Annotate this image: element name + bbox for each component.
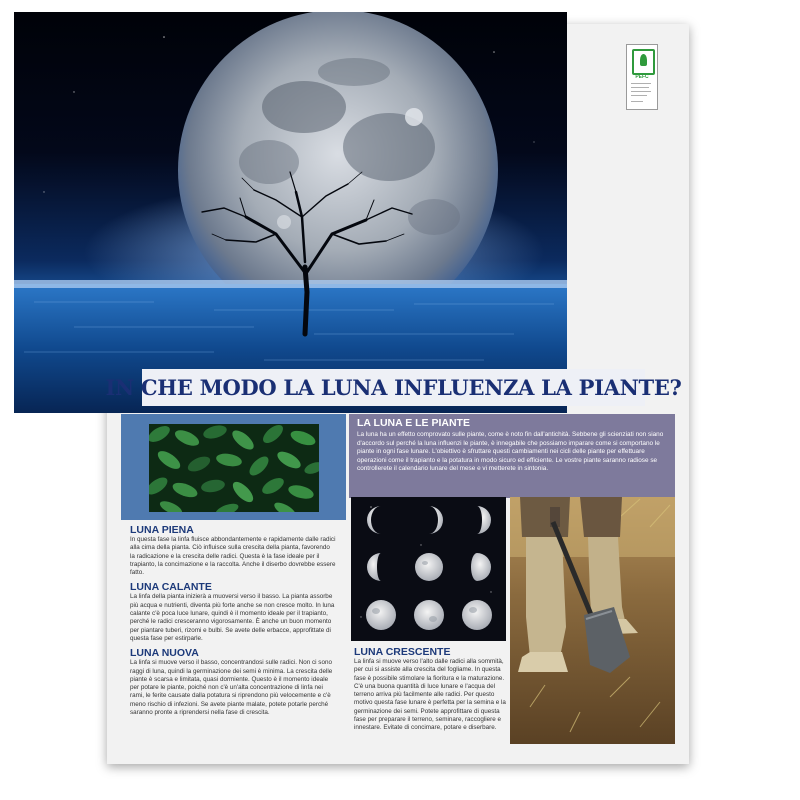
poster-title: IN CHE MODO LA LUNA INFLUENZA LA PIANTE? [105, 375, 682, 400]
pefc-tree-icon [632, 49, 655, 75]
luna-nuova-section [130, 647, 336, 717]
hero-image-moon-tree [14, 12, 567, 413]
luna-nuova-heading: LUNA NUOVA [130, 647, 199, 660]
pefc-certification-logo [626, 44, 658, 110]
luna-piena-text: In questa fase la linfa fluisce abbondantemente e rapidamente dalle radici alla cima della pianta. Ciò influisce sulla crescita della pianta, favorendo la radicazione e la crescita delle radici. Questa è la fase ideale per il trapianto, la concimazione e la raccolta. Anche il diserbo dovrebbe essere fatto. [130, 536, 336, 577]
pefc-label: PEFC [635, 74, 649, 80]
luna-piena-section [130, 524, 336, 577]
luna-piena-heading: LUNA PIENA [130, 524, 194, 536]
leaves-image [149, 424, 319, 512]
luna-e-piante-text: La luna ha un effetto comprovato sulle piante, come è noto fin dall'antichità. Sebbene gli scienziati non siano d'accordo sul perché la luna influenzi le piante, è innegabile che possiamo imparare come si comportano le piante in ogni fase lunare. L'obiettivo è sfruttare questi cambiamenti nei cicli delle piante per effettuare operazioni come il trapianto e la potatura in modo sicuro ed efficiente. Le vostre piante saranno radiose se controllerete il calendario lunare del mese e vi metterete in sintonia. [357, 431, 664, 473]
gardener-shovel-image [510, 497, 675, 744]
moon-phases-image [351, 497, 506, 641]
luna-calante-section [130, 581, 336, 643]
luna-calante-text: La linfa della pianta inizierà a muoversi verso il basso. La pianta assorbe più acqua e nutrienti, diventa più forte anche se non cresce molto. In luna calante c'è poca luce lunare, quindi è il momento ideale per il trapianto, perché le radici cresceranno vigorosamente. È anche un buon momento per piantare tuberi, rizomi e bulbi. Se avete delle erbacce, approfittate di questa fase per estirparle. [130, 593, 335, 642]
left-column [130, 524, 336, 721]
luna-e-piante-heading: LA LUNA E LE PIANTE [357, 417, 470, 429]
luna-crescente-section [354, 646, 506, 733]
luna-nuova-text: La linfa si muove verso il basso, concentrandosi sulle radici. Non ci sono raggi di luna, quindi la germinazione dei semi è minima. La crescita delle piante è scarsa e limitata, quasi dormiente. Questo è il momento ideale per potare le piante, poiché non c'è un'alta concentrazione di linfa nei rami, le ferite causate dalla potatura si riprendono più velocemente e c'è meno rischio di infezioni. Se avete piante malate, potete potarle perché saranno pronte a riprendersi nella fase di crescita. [130, 659, 333, 717]
luna-e-piante-box [349, 414, 675, 498]
luna-crescente-heading: LUNA CRESCENTE [354, 646, 451, 658]
luna-crescente-text: La linfa si muove verso l'alto dalle radici alla sommità, per cui si assiste alla crescita del fogliame. In questa fase è possibile stimolare la fioritura e la maturazione. C'è una buona quantità di luce lunare e l'acqua del terreno arriva più facilmente alle radici. Per questo motivo questa fase lunare è perfetta per la semina e la germinazione dei semi. Potete approfittare di questa fase per preparare il terreno, seminare, raccogliere e innestare. Evitate di concimare, potare e diserbare. [354, 658, 506, 732]
poster-title-banner [105, 369, 682, 406]
luna-calante-heading: LUNA CALANTE [130, 581, 212, 594]
